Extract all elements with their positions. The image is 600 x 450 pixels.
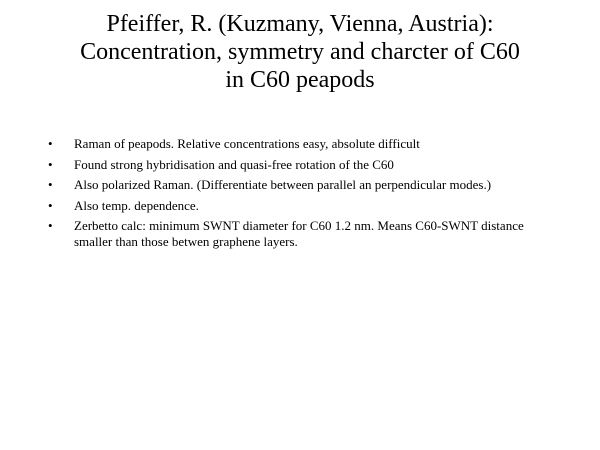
bullet-text: Also polarized Raman. (Differentiate between parallel an perpendicular modes.) [74,177,492,192]
bullet-list [48,136,548,254]
bullet-item [48,198,548,214]
bullet-point-icon: • [48,177,53,192]
slide-title [20,10,580,94]
bullet-point-icon: • [48,156,53,172]
bullet-item [48,157,548,173]
bullet-point-icon: • [48,197,53,213]
bullet-text: Zerbetto calc: minimum SWNT diameter for C60 1.2 nm. Means C60-SWNT distance smaller than those betwen graphene layers. [74,218,524,249]
bullet-item [48,218,548,249]
bullet-item [48,136,548,152]
bullet-point-icon: • [48,136,53,151]
bullet-text: Found strong hybridisation and quasi-free rotation of the C60 [74,156,394,172]
title-line-1: Pfeiffer, R. (Kuzmany, Vienna, Austria): [106,11,494,37]
title-line-2: Concentration, symmetry and charcter of C60 [80,39,520,65]
bullet-point-icon: • [48,218,53,233]
title-line-3: in C60 peapods [225,67,375,93]
bullet-item [48,177,548,193]
bullet-text: Raman of peapods. Relative concentrations easy, absolute difficult [74,136,420,151]
bullet-text: Also temp. dependence. [74,197,199,213]
